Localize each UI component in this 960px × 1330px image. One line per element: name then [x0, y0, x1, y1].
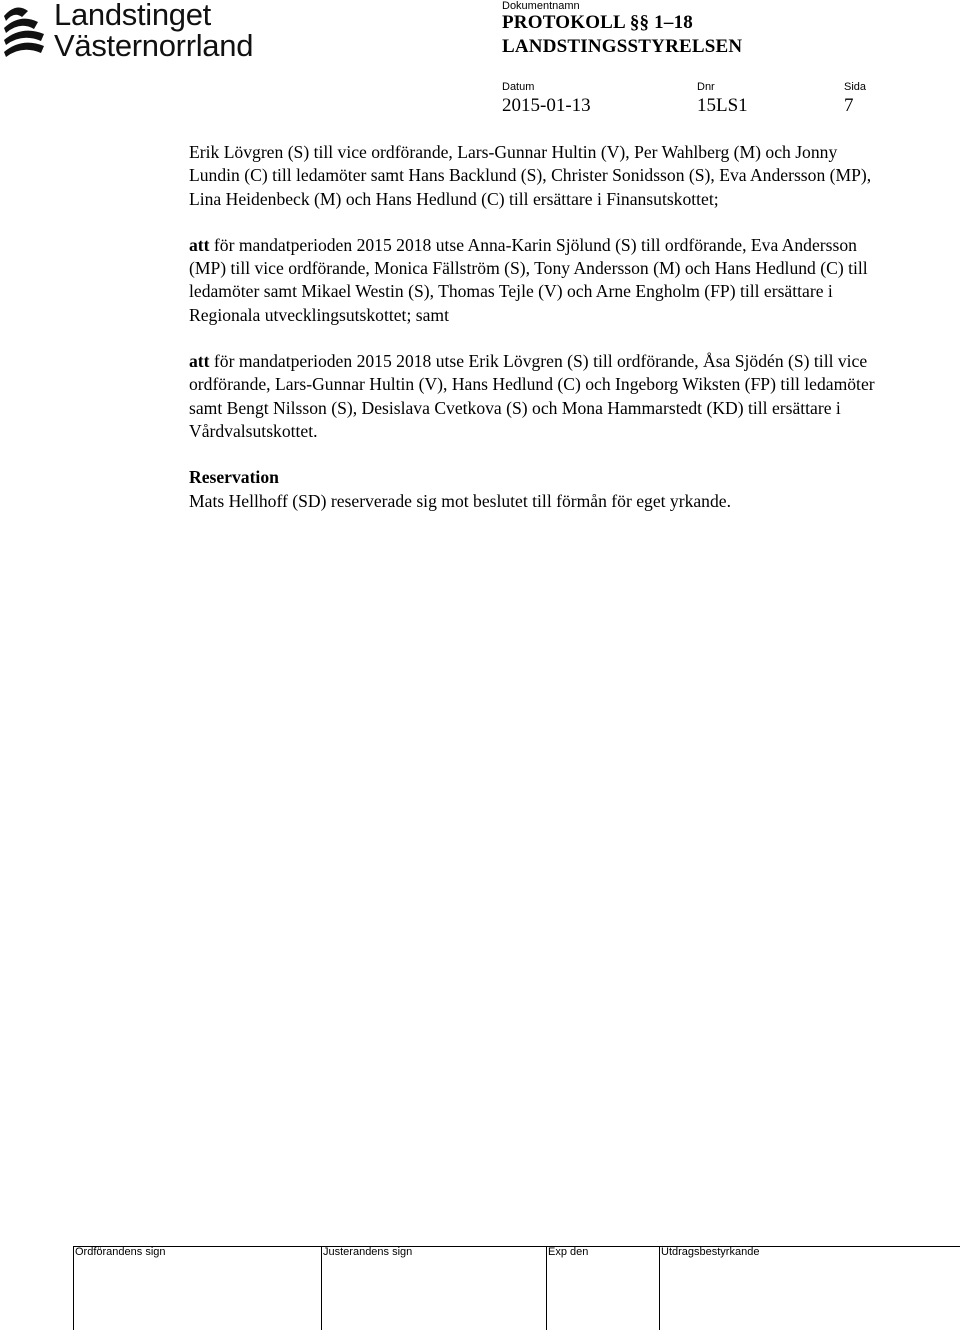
logo-line-1: Landstinget	[54, 0, 211, 32]
att-keyword: att	[189, 351, 210, 372]
reservation-text: Mats Hellhoff (SD) reserverade sig mot beslutet till förmån för eget yrkande.	[189, 490, 731, 511]
paragraph-vardvalsutskottet: att för mandatperioden 2015 2018 utse Erik Lövgren (S) till ordförande, Åsa Sjödén (S) till vice ordförande, Lars-Gunnar Hultin (V), Hans Hedlund (C) och Ingeborg Wiksten (FP) till ledamöter samt Bengt Nilsson (S), Desislava Cvetkova (S) och Mona Hammarstedt (KD) till ersättare i Vårdvalsutskottet.	[189, 351, 875, 441]
logo-wordmark	[54, 0, 253, 61]
paragraph-finansutskottet: Erik Lövgren (S) till vice ordförande, Lars-Gunnar Hultin (V), Per Wahlberg (M) och Jonny Lundin (C) till ledamöter samt Hans Backlund (S), Christer Sonidsson (S), Eva Andersson (MP), Lina Heidenbeck (M) och Hans Hedlund (C) till ersättare i Finansutskottet;	[189, 142, 872, 209]
document-subtitle: LANDSTINGSSTYRELSEN	[502, 36, 743, 57]
dispatch-date-label: Exp den	[548, 1246, 589, 1258]
date-label: Datum	[502, 81, 535, 93]
chair-signature-label: Ordförandens sign	[75, 1246, 166, 1258]
reservation-heading: Reservation	[189, 467, 279, 488]
extract-certification-cell	[659, 1246, 960, 1330]
date-value: 2015-01-13	[502, 95, 591, 116]
logo-mark-icon	[0, 2, 46, 62]
chair-signature-cell	[73, 1246, 321, 1330]
att-keyword: att	[189, 234, 210, 255]
organization-logo	[0, 0, 280, 66]
dispatch-date-cell	[546, 1246, 659, 1330]
page-number: 7	[844, 95, 854, 116]
signature-footer	[73, 1244, 960, 1330]
extract-certification-label: Utdragsbestyrkande	[661, 1246, 760, 1258]
paragraph-regionala-utvecklingsutskottet: att för mandatperioden 2015 2018 utse Anna-Karin Sjölund (S) till ordförande, Eva Andersson (MP) till vice ordförande, Monica Fällström (S), Tony Andersson (M) och Hans Hedlund (C) till ledamöter samt Mikael Westin (S), Thomas Tejle (V) och Arne Engholm (FP) till ersättare i Regionala utvecklingsutskottet; samt	[189, 234, 868, 325]
logo-line-2: Västernorrland	[54, 28, 254, 63]
dnr-value: 15LS1	[697, 95, 748, 116]
document-name-label: Dokumentnamn	[502, 0, 580, 12]
dnr-label: Dnr	[697, 81, 715, 93]
document-title: PROTOKOLL §§ 1–18	[502, 12, 693, 33]
page-label: Sida	[844, 81, 867, 93]
document-body	[189, 141, 879, 513]
adjuster-signature-label: Justerandens sign	[323, 1246, 413, 1258]
adjuster-signature-cell	[321, 1246, 546, 1330]
